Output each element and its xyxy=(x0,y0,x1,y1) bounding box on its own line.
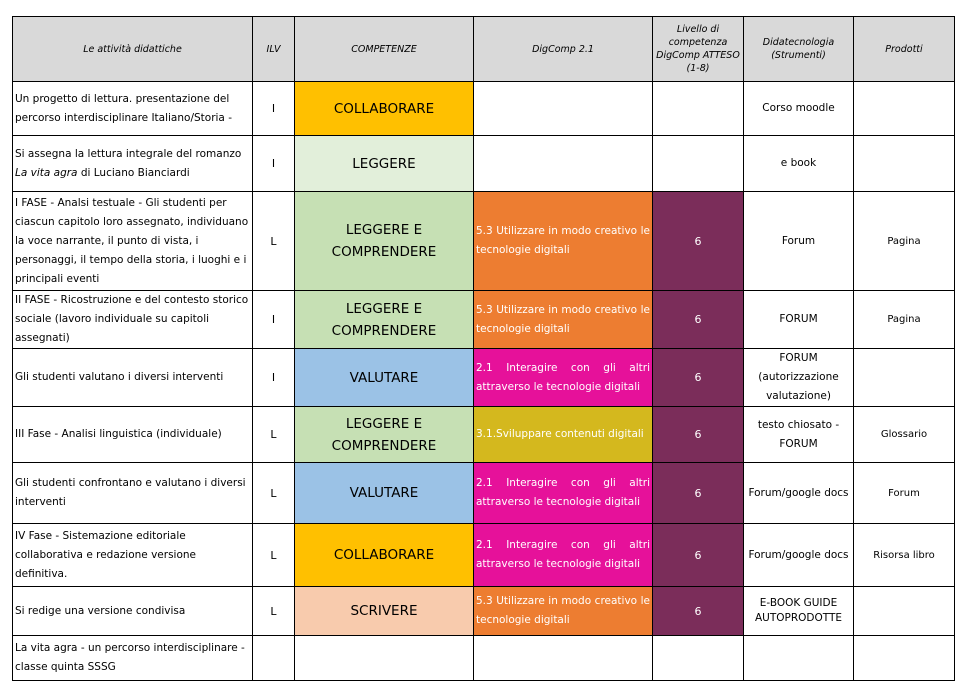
products-cell xyxy=(854,136,955,192)
tech-cell: Corso moodle xyxy=(744,82,854,136)
digcomp-cell: 2.1 Interagire con gli altri attraverso le tecnologie digitali xyxy=(474,524,653,587)
digcomp-cell: 2.1 Interagire con gli altri attraverso le tecnologie digitali xyxy=(474,349,653,407)
level-cell xyxy=(653,136,744,192)
products-cell xyxy=(854,349,955,407)
table-row xyxy=(13,291,955,349)
products-cell xyxy=(854,587,955,636)
header-activity: Le attività didattiche xyxy=(13,17,253,82)
digcomp-cell: 5.3 Utilizzare in modo creativo le tecnologie digitali xyxy=(474,587,653,636)
products-cell: Pagina xyxy=(854,291,955,349)
activity-tail: di Luciano Bianciardi xyxy=(77,166,190,179)
table-row xyxy=(13,463,955,524)
tech-cell: Forum/google docs xyxy=(744,524,854,587)
products-cell xyxy=(854,82,955,136)
competence-cell: COLLABORARE xyxy=(295,524,474,587)
digcomp-cell xyxy=(474,636,653,681)
activities-table xyxy=(12,16,955,681)
ilv-cell: I xyxy=(253,349,295,407)
tech-cell xyxy=(744,636,854,681)
header-digcomp: DigComp 2.1 xyxy=(474,17,653,82)
competence-cell: COLLABORARE xyxy=(295,82,474,136)
level-cell: 6 xyxy=(653,291,744,349)
header-tech: Didatecnologia (Strumenti) xyxy=(744,17,854,82)
products-cell: Glossario xyxy=(854,407,955,463)
ilv-cell: I xyxy=(253,136,295,192)
book-title: La vita agra xyxy=(15,166,78,179)
products-cell: Risorsa libro xyxy=(854,524,955,587)
digcomp-cell xyxy=(474,136,653,192)
level-cell xyxy=(653,82,744,136)
digcomp-cell: 2.1 Interagire con gli altri attraverso le tecnologie digitali xyxy=(474,463,653,524)
ilv-cell: L xyxy=(253,463,295,524)
level-cell: 6 xyxy=(653,349,744,407)
products-cell: Pagina xyxy=(854,192,955,291)
activity-cell: II FASE - Ricostruzione e del contesto storico sociale (lavoro individuale su capitoli assegnati) xyxy=(13,291,253,349)
level-cell: 6 xyxy=(653,407,744,463)
table-row xyxy=(13,524,955,587)
ilv-cell: L xyxy=(253,192,295,291)
digcomp-cell: 5.3 Utilizzare in modo creativo le tecnologie digitali xyxy=(474,192,653,291)
level-cell: 6 xyxy=(653,192,744,291)
table-row xyxy=(13,587,955,636)
activity-cell: IV Fase - Sistemazione editoriale collaborativa e redazione versione definitiva. xyxy=(13,524,253,587)
tech-cell: FORUM (autorizzazione valutazione) xyxy=(744,349,854,407)
activity-cell: I FASE - Analsi testuale - Gli studenti per ciascun capitolo loro assegnato, individuano la voce narrante, il punto di vista, i personaggi, il tempo della storia, i luoghi e i principali eventi xyxy=(13,192,253,291)
tech-cell: Forum xyxy=(744,192,854,291)
activity-cell: Gli studenti valutano i diversi interventi xyxy=(13,349,253,407)
ilv-cell: I xyxy=(253,82,295,136)
competence-cell: VALUTARE xyxy=(295,463,474,524)
competence-cell: LEGGERE E COMPRENDERE xyxy=(295,407,474,463)
table-row xyxy=(13,82,955,136)
header-competence: COMPETENZE xyxy=(295,17,474,82)
competence-cell: LEGGERE E COMPRENDERE xyxy=(295,192,474,291)
activity-cell: III Fase - Analisi linguistica (individuale) xyxy=(13,407,253,463)
digcomp-cell: 3.1.Sviluppare contenuti digitali xyxy=(474,407,653,463)
activity-cell: Si redige una versione condivisa xyxy=(13,587,253,636)
ilv-cell xyxy=(253,636,295,681)
header-products: Prodotti xyxy=(854,17,955,82)
products-cell: Forum xyxy=(854,463,955,524)
activity-cell: Un progetto di lettura. presentazione del percorso interdisciplinare Italiano/Storia - xyxy=(13,82,253,136)
activity-cell: La vita agra - un percorso interdisciplinare - classe quinta SSSG xyxy=(13,636,253,681)
table-row xyxy=(13,407,955,463)
level-cell xyxy=(653,636,744,681)
ilv-cell: L xyxy=(253,587,295,636)
level-cell: 6 xyxy=(653,587,744,636)
header-ilv: ILV xyxy=(253,17,295,82)
table-row xyxy=(13,636,955,681)
level-cell: 6 xyxy=(653,524,744,587)
digcomp-cell: 5.3 Utilizzare in modo creativo le tecnologie digitali xyxy=(474,291,653,349)
tech-cell: E-BOOK GUIDE AUTOPRODOTTE xyxy=(744,587,854,636)
activity-cell xyxy=(13,136,253,192)
competence-cell: VALUTARE xyxy=(295,349,474,407)
level-cell: 6 xyxy=(653,463,744,524)
digcomp-cell xyxy=(474,82,653,136)
competence-cell: LEGGERE E COMPRENDERE xyxy=(295,291,474,349)
header-row xyxy=(13,17,955,82)
activity-cell: Gli studenti confrontano e valutano i diversi interventi xyxy=(13,463,253,524)
ilv-cell: L xyxy=(253,524,295,587)
table-row xyxy=(13,192,955,291)
table-row xyxy=(13,136,955,192)
ilv-cell: L xyxy=(253,407,295,463)
ilv-cell: I xyxy=(253,291,295,349)
table-row xyxy=(13,349,955,407)
competence-cell xyxy=(295,636,474,681)
competence-cell: SCRIVERE xyxy=(295,587,474,636)
tech-cell: Forum/google docs xyxy=(744,463,854,524)
header-level: Livello di competenza DigComp ATTESO (1-8) xyxy=(653,17,744,82)
tech-cell: testo chiosato - FORUM xyxy=(744,407,854,463)
tech-cell: e book xyxy=(744,136,854,192)
activity-text: Si assegna la lettura integrale del romanzo xyxy=(15,147,242,160)
products-cell xyxy=(854,636,955,681)
competence-cell: LEGGERE xyxy=(295,136,474,192)
tech-cell: FORUM xyxy=(744,291,854,349)
